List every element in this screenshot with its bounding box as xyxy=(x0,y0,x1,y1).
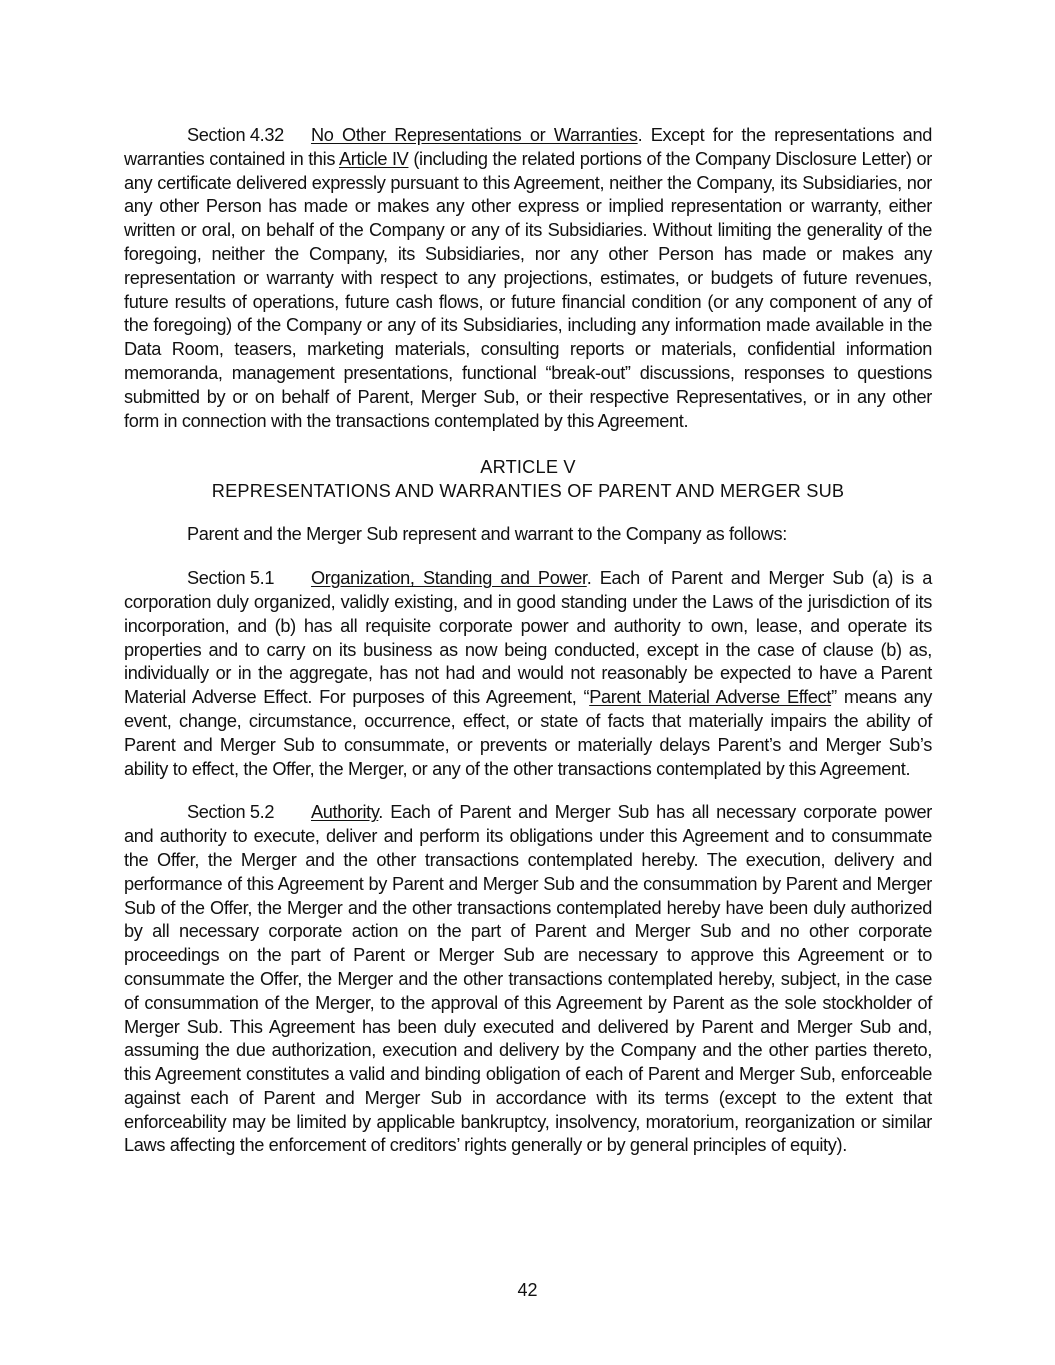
section-text: (including the related portions of the Company Disclosure Letter) or any certificate delivered expressly pursuant to this Agreement, neither the Company, its Subsidiaries, nor any other Person has made or makes any other express or implied representation or warranty, either written or oral, on behalf of the Company or any of its Subsidiaries. Without limiting the generality of the foregoing, neither the Company, its Subsidiaries, nor any other Person has made or makes any representation or warranty with respect to any projections, estimates, or budgets of future revenues, future results of operations, future cash flows, or future financial condition (or any component of any of the foregoing) of the Company or any of its Subsidiaries, including any information made available in the Data Room, teasers, marketing materials, consulting reports or materials, confidential information memoranda, management presentations, functional “break-out” discussions, responses to questions submitted by or on behalf of Parent, Merger Sub, or their respective Representatives, or in any other form in connection with the transactions contemplated by this Agreement. xyxy=(124,148,932,431)
document-page xyxy=(124,124,932,1158)
section-5-2-paragraph xyxy=(124,801,932,1158)
section-5-1-paragraph xyxy=(124,567,932,781)
section-heading: No Other Representations or Warranties xyxy=(311,125,638,145)
section-text: . Except for the representations and warranties contained in this xyxy=(124,125,932,169)
article-heading xyxy=(124,455,932,503)
section-text: . Each of Parent and Merger Sub has all necessary corporate power and authority to execute, deliver and perform its obligations under this Agreement and to consummate the Offer, the Merger and the other transactions contemplated hereby. The execution, delivery and performance of this Agreement by Parent and Merger Sub and the consummation by Parent and Merger Sub of the Offer, the Merger and the other transactions contemplated hereby have been duly authorized by all necessary corporate action on the part of Parent and Merger Sub and no other corporate proceedings on the part of Parent or Merger Sub are necessary to approve this Agreement or to consummate the Offer, the Merger and the other transactions contemplated hereby, subject, in the case of consummation of the Merger, to the approval of this Agreement by Parent as the sole stockholder of Merger Sub. This Agreement has been duly executed and delivered by Parent and Merger Sub and, assuming the due authorization, execution and delivery by the Company and the other parties thereto, this Agreement constitutes a valid and binding obligation of each of Parent and Merger Sub, enforceable against each of Parent and Merger Sub in accordance with its terms (except to the extent that enforceability may be limited by applicable bankruptcy, insolvency, moratorium, reorganization or similar Laws affecting the enforcement of creditors’ rights generally or by general principles of equity). xyxy=(124,802,932,1156)
article-reference: Article IV xyxy=(339,148,409,169)
section-heading: Authority xyxy=(311,802,379,823)
page-number: 42 xyxy=(517,1280,538,1300)
article-subtitle: REPRESENTATIONS AND WARRANTIES OF PARENT AND MERGER SUB xyxy=(211,481,845,502)
section-text: . Each of Parent and Merger Sub (a) is a corporation duly organized, validly existing, and in good standing under the Laws of the jurisdiction of its incorporation, and (b) has all requisite corporate power and authority to own, lease, and operate its properties and to carry on its business as now being conducted, except in the case of clause (b) as, individually or in the aggregate, has not had and would not reasonably be expected to have a Parent Material Adverse Effect. For purposes of this Agreement, “ xyxy=(124,568,932,708)
section-text: ” means any event, change, circumstance, occurrence, effect, or state of facts that materially impairs the ability of Parent and Merger Sub to consummate, or prevents or materially delays Parent’s and Merger Sub’s ability to effect, the Offer, the Merger, or any of the other transactions contemplated by this Agreement. xyxy=(124,687,932,779)
section-4-32-paragraph xyxy=(124,124,932,433)
defined-term: Parent Material Adverse Effect xyxy=(589,687,832,708)
section-heading: Organization, Standing and Power xyxy=(311,568,587,589)
section-number: Section 5.2 xyxy=(187,802,275,823)
article-title: ARTICLE V xyxy=(480,457,576,478)
section-number: Section 4.32 xyxy=(187,125,284,145)
section-number: Section 5.1 xyxy=(187,568,275,589)
article-intro: Parent and the Merger Sub represent and warrant to the Company as follows: xyxy=(187,524,787,545)
